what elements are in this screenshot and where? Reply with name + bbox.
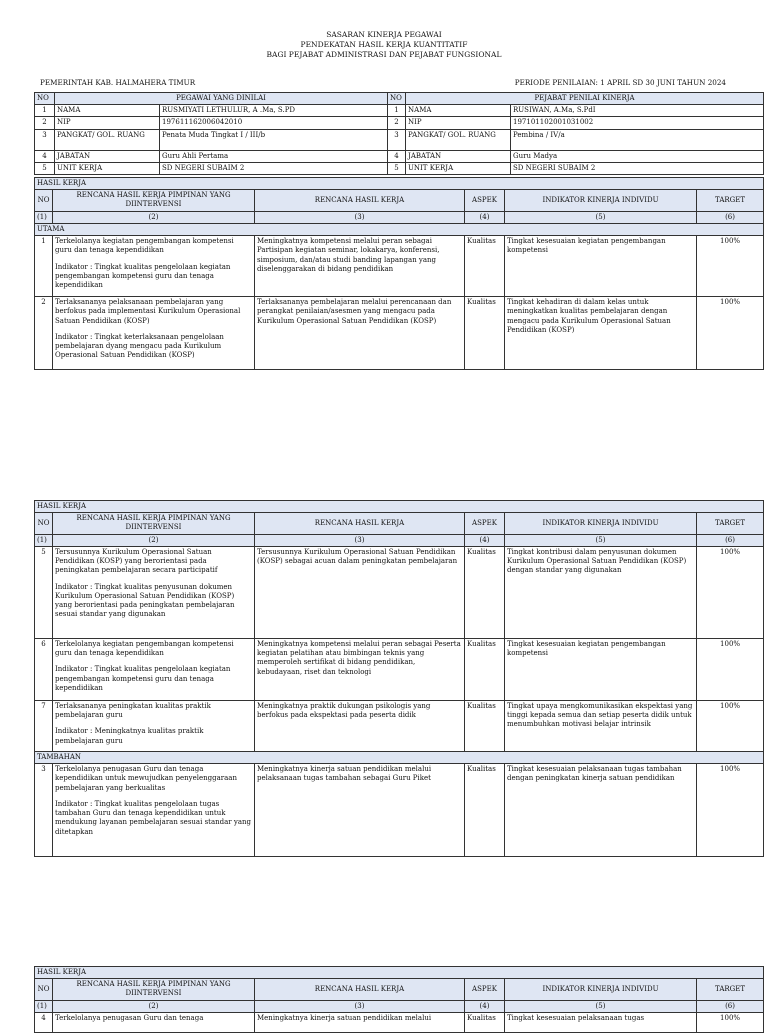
dinilai-name: RUSMIYATI LETHULUR, A .Ma, S.PD <box>160 105 388 117</box>
title-line-1: SASARAN KINERJA PEGAWAI <box>326 30 442 39</box>
period-label: PERIODE PENILAIAN: 1 APRIL SD 30 JUNI TAHUN 2024 <box>514 78 726 87</box>
section-hasil-kerja: HASIL KERJA <box>35 501 764 513</box>
title-line-2: PENDEKATAN HASIL KERJA KUANTITATIF <box>300 40 468 50</box>
table-row: 7 Terlaksananya peningkatan kualitas praktik pembelajaran guru Indikator : Meningkatnya kualitas praktik pembelajaran guru Meningkatnya praktik dukungan psikologis yang berfokus pada ekspektasi pada peserta didik Kualitas Tingkat upaya mengkomunikasikan ekspektasi yang tinggi kepada semua dan setiap peserta didik untuk menumbuhkan motivasi belajar intrinsik 100% <box>35 700 764 751</box>
dinilai-jabatan: Guru Ahli Pertama <box>160 150 388 162</box>
hasil-kerja-table-1: HASIL KERJA NO RENCANA HASIL KERJA PIMPINAN YANG DIINTERVENSI RENCANA HASIL KERJA ASPEK INDIKATOR KINERJA INDIVIDU TARGET (1) (2) (3) (4) (5) (6) UTAMA 1 Terkelolanya kegiatan pengembangan kompetensi guru dan tenaga kependidikan Indikator : Tingkat kualitas pengelolaan kegiatan pengembangan kompetensi guru dan tenaga kependidikan Meningkatnya kompetensi melalui peran sebagai Partisipan kegiatan seminar, lokakarya, konferensi, simposium, dan/atau studi banding lapangan yang diselenggarakan di bidang pendidikan Kualitas Tingkat kesesuaian kegiatan pengembangan kompetensi 100% 2 Terlaksananya pelaksanaan pembelajaran yang berfokus pada implementasi Kurikulum Operasional Satuan Pendidikan (KOSP) Indikator : Tingkat keterlaksanaan pengelolaan pembelajaran dyang mengacu pada Kurikulum Operasional Satuan Pendidikan (KOSP) Terlaksananya pembelajaran melalui perencanaan dan perangkat penilaian/asesmen yang mengacu pada Kurikulum Operasional Satuan Pendidikan (KOSP) Kualitas Tingkat kehadiran di dalam kelas untuk meningkatkan kualitas pembelajaran dengan mengacu pada Kurikulum Operasional Satuan Pendidikan (KOSP) 100% <box>34 177 764 370</box>
dinilai-unit: SD NEGERI SUBAIM 2 <box>160 162 388 174</box>
hasil-kerja-table-2: HASIL KERJA NO RENCANA HASIL KERJA PIMPINAN YANG DIINTERVENSI RENCANA HASIL KERJA ASPEK INDIKATOR KINERJA INDIVIDU TARGET (1) (2) (3) (4) (5) (6) 5 Tersusunnya Kurikulum Operasional Satuan Pendidikan (KOSP) yang berorientasi pada peningkatan pembelajaran secara participatif Indikator : Tingkat kualitas penyusunan dokumen Kurikulum Operasional Satuan Pendidikan (KOSP) yang berorientasi pada peningkatan pembelajaran sesuai standar yang digunakan Tersusunnya Kurikulum Operasional Satuan Pendidikan (KOSP) sebagai acuan dalam peningkatan pembelajaran Kualitas Tingkat kontribusi dalam penyusunan dokumen Kurikulum Operasional Satuan Pendidikan (KOSP) dengan standar yang digunakan 100% 6 Terkelolanya kegiatan pengembangan kompetensi guru dan tenaga kependidikan Indikator : Tingkat kualitas pengelolaan kegiatan pengembangan kompetensi guru dan tenaga kependidikan Meningkatnya kompetensi melalui peran sebagai Peserta kegiatan pelatihan atau bimbingan teknis yang memperoleh sertifikat di bidang pendidikan, kebudayaan, riset dan teknologi Kualitas Tingkat kesesuaian kegiatan pengembangan kompetensi 100% 7 Terlaksananya peningkatan kualitas praktik pembelajaran guru Indikator : Meningkatnya kualitas praktik pembelajaran guru Meningkatnya praktik dukungan psikologis yang berfokus pada ekspektasi pada peserta didik Kualitas Tingkat upaya mengkomunikasikan ekspektasi yang tinggi kepada semua dan setiap peserta didik untuk menumbuhkan motivasi belajar intrinsik 100% TAMBAHAN 3 Terkelolanya penugasan Guru dan tenaga kependidikan untuk mewujudkan penyelenggaraan pembelajaran yang berkualitas Indikator : Tingkat kualitas pengelolaan tugas tambahan Guru dan tenaga kependidikan untuk mendukung layanan pembelajaran sesuai standar yang ditetapkan Meningkatnya kinerja satuan pendidikan melalui pelaksanaan tugas tambahan sebagai Guru Piket Kualitas Tingkat kesesuaian pelaksanaan tugas tambahan dengan peningkatan kinerja satuan pendidikan 100% <box>34 500 764 857</box>
penilai-unit: SD NEGERI SUBAIM 2 <box>511 162 764 174</box>
col-indikator: INDIKATOR KINERJA INDIVIDU <box>505 190 697 211</box>
section-utama: UTAMA <box>35 223 764 235</box>
col-rhk-pimpinan: RENCANA HASIL KERJA PIMPINAN YANG DIINTERVENSI <box>53 190 255 211</box>
table-row: 4 Terkelolanya penugasan Guru dan tenaga Meningkatnya kinerja satuan pendidikan melalui Kualitas Tingkat kesesuaian pelaksanaan tugas 100% <box>35 1012 764 1032</box>
identity-table <box>34 92 764 175</box>
table-row: 1 Terkelolanya kegiatan pengembangan kompetensi guru dan tenaga kependidikan Indikator : Tingkat kualitas pengelolaan kegiatan pengembangan kompetensi guru dan tenaga kependidikan Meningkatnya kompetensi melalui peran sebagai Partisipan kegiatan seminar, lokakarya, konferensi, simposium, dan/atau studi banding lapangan yang diselenggarakan di bidang pendidikan Kualitas Tingkat kesesuaian kegiatan pengembangan kompetensi 100% <box>35 236 764 297</box>
identity-row: 2 NIP 197611162006042010 2 NIP 197101102001031002 <box>35 117 764 129</box>
identity-row: 1 NAMA RUSMIYATI LETHULUR, A .Ma, S.PD 1 NAMA RUSIWAN, A.Ma, S.PdI <box>35 105 764 117</box>
identity-row: 3 PANGKAT/ GOL. RUANG Penata Muda Tingkat I / III/b 3 PANGKAT/ GOL. RUANG Pembina / IV/a <box>35 129 764 150</box>
penilai-jabatan: Guru Madya <box>511 150 764 162</box>
table-row: 3 Terkelolanya penugasan Guru dan tenaga kependidikan untuk mewujudkan penyelenggaraan pembelajaran yang berkualitas Indikator : Tingkat kualitas pengelolaan tugas tambahan Guru dan tenaga kependidikan untuk mendukung layanan pembelajaran sesuai standar yang ditetapkan Meningkatnya kinerja satuan pendidikan melalui pelaksanaan tugas tambahan sebagai Guru Piket Kualitas Tingkat kesesuaian pelaksanaan tugas tambahan dengan peningkatan kinerja satuan pendidikan 100% <box>35 764 764 857</box>
identity-row: 4 JABATAN Guru Ahli Pertama 4 JABATAN Guru Madya <box>35 150 764 162</box>
penilai-name: RUSIWAN, A.Ma, S.PdI <box>511 105 764 117</box>
col-no: NO <box>35 190 53 211</box>
penilai-pangkat: Pembina / IV/a <box>511 129 764 150</box>
section-tambahan: TAMBAHAN <box>35 751 764 763</box>
dinilai-nip: 197611162006042010 <box>160 117 388 129</box>
table-row: 5 Tersusunnya Kurikulum Operasional Satuan Pendidikan (KOSP) yang berorientasi pada peningkatan pembelajaran secara participatif Indikator : Tingkat kualitas penyusunan dokumen Kurikulum Operasional Satuan Pendidikan (KOSP) yang berorientasi pada peningkatan pembelajaran sesuai standar yang digunakan Tersusunnya Kurikulum Operasional Satuan Pendidikan (KOSP) sebagai acuan dalam peningkatan pembelajaran Kualitas Tingkat kontribusi dalam penyusunan dokumen Kurikulum Operasional Satuan Pendidikan (KOSP) dengan standar yang digunakan 100% <box>35 546 764 638</box>
table-row: 2 Terlaksananya pelaksanaan pembelajaran yang berfokus pada implementasi Kurikulum Operasional Satuan Pendidikan (KOSP) Indikator : Tingkat keterlaksanaan pengelolaan pembelajaran dyang mengacu pada Kurikulum Operasional Satuan Pendidikan (KOSP) Terlaksananya pembelajaran melalui perencanaan dan perangkat penilaian/asesmen yang mengacu pada Kurikulum Operasional Satuan Pendidikan (KOSP) Kualitas Tingkat kehadiran di dalam kelas untuk meningkatkan kualitas pembelajaran dengan mengacu pada Kurikulum Operasional Satuan Pendidikan (KOSP) 100% <box>35 297 764 370</box>
col-aspek: ASPEK <box>465 190 505 211</box>
dinilai-header: PEGAWAI YANG DINILAI <box>55 93 388 105</box>
id-no-header-2: NO <box>388 93 406 105</box>
section-hasil-kerja: HASIL KERJA <box>35 967 764 979</box>
table-row: 6 Terkelolanya kegiatan pengembangan kompetensi guru dan tenaga kependidikan Indikator : Tingkat kualitas pengelolaan kegiatan pengembangan kompetensi guru dan tenaga kependidikan Meningkatnya kompetensi melalui peran sebagai Peserta kegiatan pelatihan atau bimbingan teknis yang memperoleh sertifikat di bidang pendidikan, kebudayaan, riset dan teknologi Kualitas Tingkat kesesuaian kegiatan pengembangan kompetensi 100% <box>35 638 764 700</box>
penilai-nip: 197101102001031002 <box>511 117 764 129</box>
id-no-header: NO <box>35 93 55 105</box>
hasil-kerja-table-3: HASIL KERJA NO RENCANA HASIL KERJA PIMPINAN YANG DIINTERVENSI RENCANA HASIL KERJA ASPEK INDIKATOR KINERJA INDIVIDU TARGET (1) (2) (3) (4) (5) (6) 4 Terkelolanya penugasan Guru dan tenaga Meningkatnya kinerja satuan pendidikan melalui Kualitas Tingkat kesesuaian pelaksanaan tugas 100% <box>34 966 764 1033</box>
col-target: TARGET <box>697 190 764 211</box>
document-header <box>0 30 768 60</box>
dinilai-pangkat: Penata Muda Tingkat I / III/b <box>160 129 388 150</box>
title-line-3: BAGI PEJABAT ADMINISTRASI DAN PEJABAT FUNGSIONAL <box>266 50 502 60</box>
institution-label: PEMERINTAH KAB. HALMAHERA TIMUR <box>40 78 196 87</box>
identity-row: 5 UNIT KERJA SD NEGERI SUBAIM 2 5 UNIT KERJA SD NEGERI SUBAIM 2 <box>35 162 764 174</box>
col-rhk: RENCANA HASIL KERJA <box>255 190 465 211</box>
section-hasil-kerja: HASIL KERJA <box>35 178 764 190</box>
penilai-header: PEJABAT PENILAI KINERJA <box>406 93 764 105</box>
